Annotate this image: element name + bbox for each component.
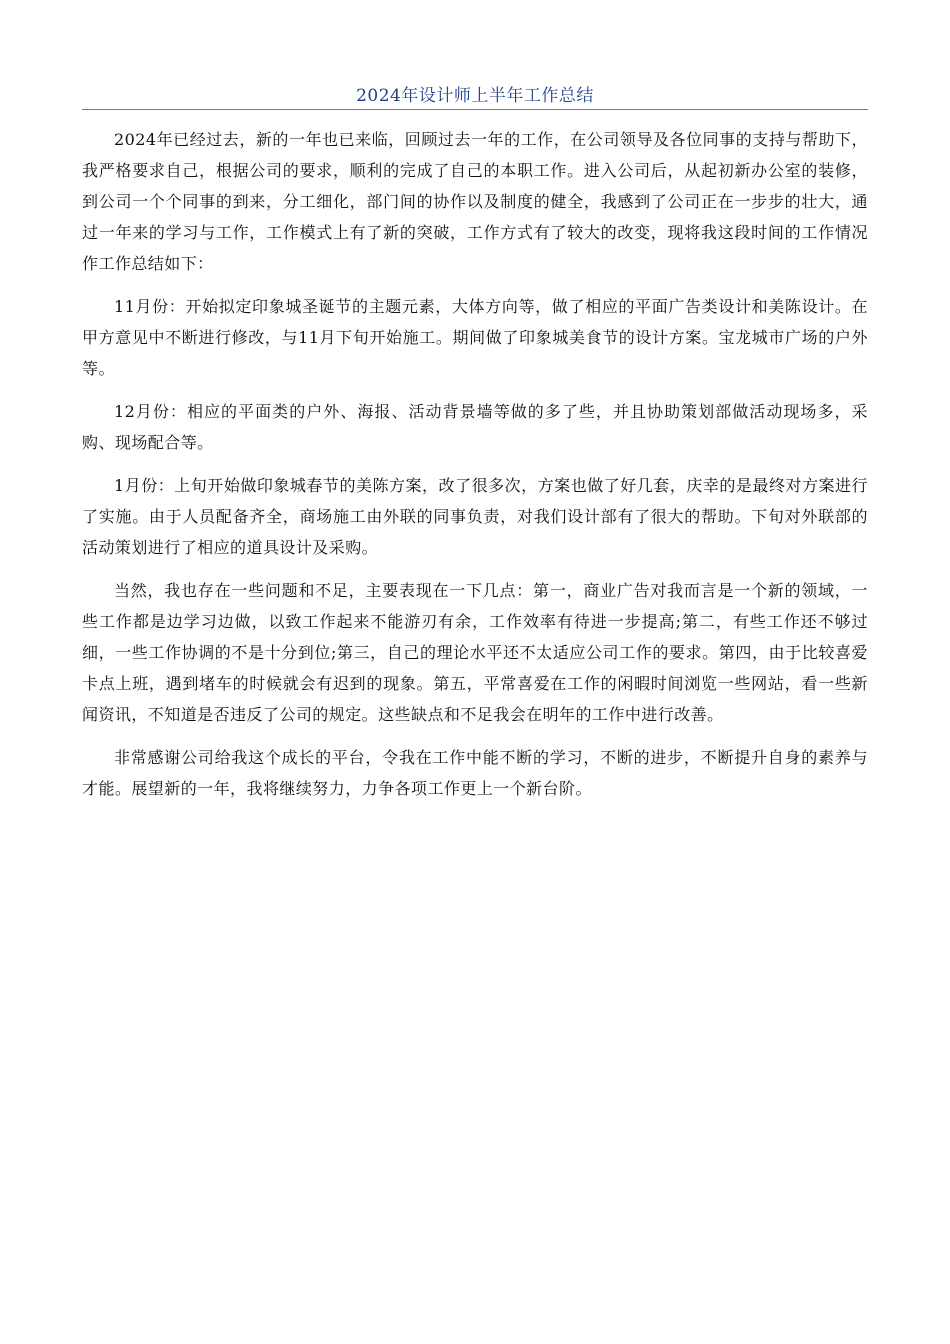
paragraph-closing: 非常感谢公司给我这个成长的平台，令我在工作中能不断的学习，不断的进步，不断提升自身的素养与才能。展望新的一年，我将继续努力，力争各项工作更上一个新台阶。 xyxy=(82,748,868,798)
paragraph-january: 1月份：上旬开始做印象城春节的美陈方案，改了很多次，方案也做了好几套，庆幸的是最终对方案进行了实施。由于人员配备齐全，商场施工由外联的同事负责，对我们设计部有了很大的帮助。下旬对外联部的活动策划进行了相应的道具设计及采购。 xyxy=(82,476,868,557)
paragraph-december: 12月份：相应的平面类的户外、海报、活动背景墙等做的多了些，并且协助策划部做活动现场多，采购、现场配合等。 xyxy=(82,402,868,452)
paragraph-intro: 2024年已经过去，新的一年也已来临，回顾过去一年的工作，在公司领导及各位同事的支持与帮助下，我严格要求自己，根据公司的要求，顺利的完成了自己的本职工作。进入公司后，从起初新办公室的装修，到公司一个个同事的到来，分工细化，部门间的协作以及制度的健全，我感到了公司正在一步步的壮大，通过一年来的学习与工作，工作模式上有了新的突破，工作方式有了较大的改变，现将我这段时间的工作情况作工作总结如下： xyxy=(82,130,868,273)
paragraph-november: 11月份：开始拟定印象城圣诞节的主题元素，大体方向等，做了相应的平面广告类设计和美陈设计。在甲方意见中不断进行修改，与11月下旬开始施工。期间做了印象城美食节的设计方案。宝龙城市广场的户外等。 xyxy=(82,297,868,378)
document-header-title: 2024年设计师上半年工作总结 xyxy=(356,86,594,106)
header-divider xyxy=(82,109,868,110)
document-body xyxy=(82,124,868,816)
paragraph-shortcomings: 当然，我也存在一些问题和不足，主要表现在一下几点：第一，商业广告对我而言是一个新的领域，一些工作都是边学习边做，以致工作起来不能游刃有余，工作效率有待进一步提高;第二，有些工作还不够过细，一些工作协调的不是十分到位;第三，自己的理论水平还不太适应公司工作的要求。第四，由于比较喜爱卡点上班，遇到堵车的时候就会有迟到的现象。第五，平常喜爱在工作的闲暇时间浏览一些网站，看一些新闻资讯，不知道是否违反了公司的规定。这些缺点和不足我会在明年的工作中进行改善。 xyxy=(82,581,868,724)
